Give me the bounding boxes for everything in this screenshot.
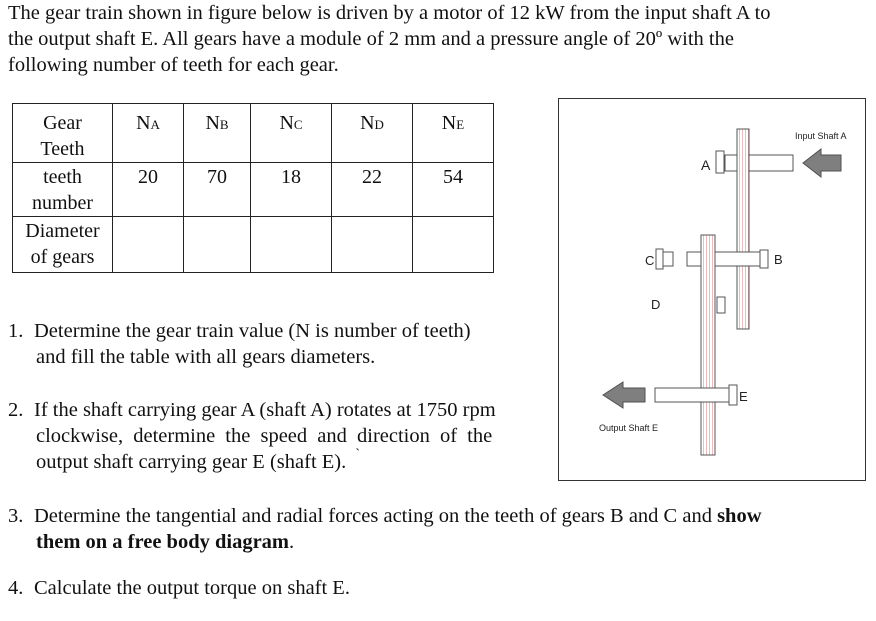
table-cell-teeth-number — [13, 163, 113, 217]
label-teeth: Teeth — [40, 138, 85, 160]
header-na: NA — [113, 104, 184, 163]
label-of-gears: of gears — [30, 246, 95, 268]
question-3 — [8, 503, 874, 555]
gear-train-figure — [558, 98, 866, 481]
shaft-b — [687, 252, 767, 266]
diameter-value-b[interactable] — [184, 217, 251, 273]
label-e: E — [739, 389, 748, 404]
question-4-number: 4. — [8, 577, 24, 599]
gear-c-hub — [656, 249, 663, 269]
question-2-number: 2. — [8, 399, 24, 421]
question-2-line-2: clockwise, determine the speed and direction of the — [36, 425, 493, 447]
question-3-show: show — [717, 505, 762, 527]
intro-line-3: following number of teeth for each gear. — [8, 54, 339, 76]
header-nb: NB — [184, 104, 251, 163]
label-teeth-lower: teeth — [43, 166, 82, 188]
table-cell-diameter — [13, 217, 113, 273]
question-2-line-1: If the shaft carrying gear A (shaft A) rotates at 1750 rpm — [34, 399, 496, 421]
input-shaft — [725, 155, 793, 171]
gear-d — [717, 297, 725, 313]
diameter-value-a[interactable] — [113, 217, 184, 273]
table-row-header — [13, 104, 494, 163]
table-cell-gear-teeth — [13, 104, 113, 163]
question-3-line-2: them on a free body diagram — [36, 531, 290, 553]
gear-a — [716, 151, 724, 173]
question-4-line-1: Calculate the output torque on shaft E. — [34, 577, 350, 599]
label-input-shaft: Input Shaft A — [795, 131, 847, 141]
gear-train-diagram — [559, 99, 867, 482]
question-3-number: 3. — [8, 505, 24, 527]
table-row-diameter — [13, 217, 494, 273]
teeth-value-a: 20 — [113, 163, 184, 217]
header-nc: NC — [251, 104, 332, 163]
label-output-shaft: Output Shaft E — [599, 423, 659, 433]
header-nd: ND — [332, 104, 413, 163]
question-2 — [8, 397, 548, 478]
gear-b-hub — [760, 250, 768, 268]
label-diameter: Diameter — [25, 220, 100, 242]
input-arrow-icon — [803, 149, 841, 177]
question-1-line-1: Determine the gear train value (N is number of teeth) — [34, 320, 471, 342]
question-1 — [8, 318, 548, 370]
question-1-line-2: and fill the table with all gears diameters. — [36, 346, 376, 368]
teeth-value-c: 18 — [251, 163, 332, 217]
teeth-value-d: 22 — [332, 163, 413, 217]
output-shaft — [655, 388, 729, 402]
question-1-number: 1. — [8, 320, 24, 342]
question-4 — [8, 575, 608, 601]
gear-table — [12, 103, 494, 273]
label-c: C — [645, 253, 655, 268]
intro-paragraph — [8, 0, 868, 78]
gear-b — [737, 129, 749, 329]
stray-mark: ` — [355, 447, 361, 462]
label-d: D — [651, 297, 661, 312]
diameter-value-e[interactable] — [413, 217, 494, 273]
label-b: B — [774, 252, 783, 267]
intro-line-2: the output shaft E. All gears have a module of 2 mm and a pressure angle of 20º with the — [8, 28, 734, 50]
teeth-value-e: 54 — [413, 163, 494, 217]
gear-c-d-column — [701, 235, 715, 455]
diameter-value-d[interactable] — [332, 217, 413, 273]
header-ne: NE — [413, 104, 494, 163]
question-3-line-1: Determine the tangential and radial forces acting on the teeth of gears B and C and — [34, 505, 718, 527]
output-arrow-icon — [603, 382, 645, 408]
intro-line-1: The gear train shown in figure below is driven by a motor of 12 kW from the input shaft A to — [8, 2, 771, 24]
table-row-teeth — [13, 163, 494, 217]
gear-c-stub — [663, 252, 673, 266]
label-gear: Gear — [43, 112, 82, 134]
label-a: A — [701, 157, 711, 173]
diameter-value-c[interactable] — [251, 217, 332, 273]
gear-e-hub — [729, 385, 737, 405]
question-2-line-3: output shaft carrying gear E (shaft E). — [36, 451, 347, 473]
label-number: number — [31, 192, 94, 214]
teeth-value-b: 70 — [184, 163, 251, 217]
question-3-period: . — [289, 531, 295, 553]
